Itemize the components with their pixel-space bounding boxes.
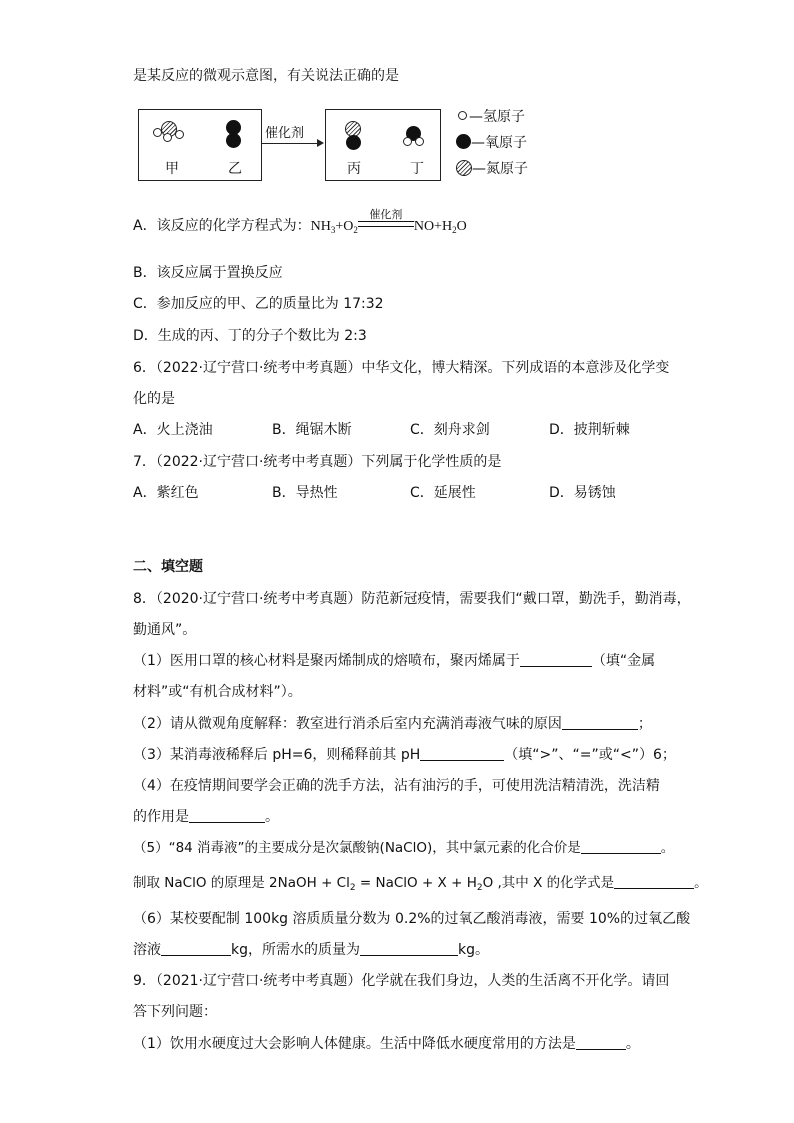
- q8-part2: [133, 714, 652, 734]
- q6-stem-line2: 化的是: [133, 391, 175, 407]
- q7-option-c: C．延展性: [410, 485, 476, 501]
- hydrogen-atom-icon: [153, 128, 162, 137]
- q8-p5-formula-c: O ,其中 X 的化学式是: [482, 875, 615, 891]
- q8-p5-end2: 。: [694, 875, 708, 891]
- q8-part6-line1: （6）某校要配制 100kg 溶质质量分数为 0.2%的过氧乙酸消毒液，需要 10%的过氧乙酸: [133, 911, 691, 927]
- question-intro: 是某反应的微观示意图，有关说法正确的是: [133, 68, 399, 84]
- q7-stem: 7．（2022·辽宁营口·统考中考真题）下列属于化学性质的是: [133, 454, 502, 470]
- hydrogen-atom-icon: [415, 137, 424, 146]
- q8-p4-text: 的作用是: [133, 809, 189, 825]
- q8-p5-formula-b: = NaClO + X + H: [355, 875, 477, 891]
- q9-stem-line1: 9．（2021·辽宁营口·统考中考真题）化学就在我们身边，人类的生活离不开化学。请回: [133, 973, 670, 989]
- q6-stem-line1: 6．（2022·辽宁营口·统考中考真题）中华文化，博大精深。下列成语的本意涉及化学变: [133, 360, 670, 376]
- q8-p6-text2: kg，所需水的质量为: [231, 942, 360, 958]
- answer-blank[interactable]: [520, 652, 592, 667]
- label-yi: 乙: [228, 161, 242, 177]
- legend-hydrogen-label: 氢原子: [483, 109, 525, 125]
- q9-p1-text: （1）饮用水硬度过大会影响人体健康。生活中降低水硬度常用的方法是: [133, 1036, 576, 1052]
- legend-oxygen: —氧原子: [471, 135, 527, 151]
- formula-sub: 2: [349, 883, 356, 893]
- q8-stem-line2: 勤通风”。: [133, 622, 197, 638]
- equation: [310, 209, 467, 235]
- q6-option-a: A．火上浇油: [133, 422, 213, 438]
- legend-nitrogen: —氮原子: [472, 161, 528, 177]
- q8-p4-end: 。: [265, 809, 279, 825]
- q8-stem-line1: 8．（2020·辽宁营口·统考中考真题）防范新冠疫情，需要我们“戴口罩，勤洗手，勤消毒，: [133, 591, 691, 607]
- q8-p1-hint: （填“金属: [591, 653, 656, 669]
- q8-part3: [133, 745, 676, 765]
- hydrogen-atom-icon: [163, 133, 172, 142]
- nitrogen-atom-icon: [456, 160, 472, 176]
- q8-p3-text: （3）某消毒液稀释后 pH=6，则稀释前其 pH: [133, 747, 421, 763]
- q8-part4-line2: [133, 807, 279, 827]
- q7-options: [133, 483, 669, 503]
- eq-nh: NH: [310, 219, 331, 234]
- legend-nitrogen-label: 氮原子: [486, 161, 528, 177]
- eq-catalyst: 催化剂: [369, 209, 403, 221]
- q8-p2-end: ；: [637, 716, 652, 732]
- q8-p5-text: （5）“84 消毒液”的主要成分是次氯酸钠(NaClO)，其中氯元素的化合价是: [133, 840, 581, 856]
- answer-blank[interactable]: [581, 839, 661, 854]
- answer-blank[interactable]: [189, 808, 265, 823]
- answer-blank[interactable]: [562, 715, 638, 730]
- legend-hydrogen: —氢原子: [469, 109, 525, 125]
- q8-part4-line1: （4）在疫情期间要学会正确的洗手方法，沾有油污的手，可使用洗洁精清洗，洗洁精: [133, 778, 660, 794]
- q8-part1-line1: [133, 651, 655, 671]
- q8-p3-hint: （填“>”、“=”或“<”）6；: [504, 747, 676, 763]
- section-title: 二、填空题: [133, 559, 203, 575]
- q9-p1-end: 。: [625, 1036, 640, 1052]
- q8-p6-end: kg。: [458, 942, 489, 958]
- oxygen-atom-icon: [226, 133, 241, 148]
- hydrogen-atom-icon: [403, 137, 412, 146]
- q9-part1: [133, 1034, 640, 1054]
- label-ding: 丁: [410, 161, 424, 177]
- q7-option-a: A．紫红色: [133, 485, 199, 501]
- eq-plus-o: +O: [335, 219, 354, 234]
- q8-part5-line2: [133, 873, 708, 898]
- answer-blank[interactable]: [576, 1035, 626, 1050]
- answer-blank[interactable]: [161, 941, 231, 956]
- products-box: [325, 109, 441, 181]
- q6-option-d: D．披荆斩棘: [549, 422, 630, 438]
- q5-option-d: D．生成的丙、丁的分子个数比为 2:3: [133, 328, 367, 344]
- q8-part5-line1: [133, 838, 674, 858]
- q5-option-c: C．参加反应的甲、乙的质量比为 17:32: [133, 296, 384, 312]
- q6-option-b: B．绳锯木断: [272, 422, 352, 438]
- q5-option-b: B．该反应属于置换反应: [133, 265, 283, 281]
- q7-option-b: B．导热性: [272, 485, 338, 501]
- q7-option-d: D．易锈蚀: [549, 485, 616, 501]
- q5-option-a: [133, 209, 467, 240]
- q8-part1-line2: 材料”或“有机合成材料”）。: [133, 684, 302, 700]
- legend-oxygen-label: 氧原子: [485, 135, 527, 151]
- catalyst-label: 催化剂: [265, 126, 305, 141]
- q6-option-c: C．刻舟求剑: [410, 422, 490, 438]
- answer-blank[interactable]: [614, 874, 694, 889]
- answer-blank[interactable]: [420, 746, 504, 761]
- answer-blank[interactable]: [360, 941, 458, 956]
- hydrogen-atom-icon: [175, 130, 184, 139]
- q8-p5-formula-a: 制取 NaClO 的原理是 2NaOH + Cl: [133, 875, 350, 891]
- label-bing: 丙: [347, 161, 361, 177]
- eq-o: O: [456, 219, 467, 234]
- eq-sub: 3: [330, 225, 336, 235]
- formula-sub: 2: [476, 883, 483, 893]
- q8-p5-end: 。: [660, 840, 675, 856]
- reactants-box: [138, 109, 262, 181]
- q8-p2-text: （2）请从微观角度解释：教室进行消杀后室内充满消毒液气味的原因: [133, 716, 562, 732]
- q8-p1-text: （1）医用口罩的核心材料是聚丙烯制成的熔喷布，聚丙烯属于: [133, 653, 520, 669]
- q8-p6-text: 溶液: [133, 942, 161, 958]
- eq-arrow: [358, 209, 414, 237]
- eq-sub: 2: [452, 225, 457, 235]
- arrow-head-icon: [317, 139, 324, 147]
- oxygen-atom-icon: [456, 134, 471, 149]
- q6-options: [133, 420, 669, 440]
- q8-part6-line2: [133, 940, 489, 960]
- q9-stem-line2: 答下列问题：: [133, 1004, 217, 1020]
- reaction-arrow: [262, 143, 318, 144]
- hydrogen-atom-icon: [458, 111, 467, 120]
- eq-sub: 2: [353, 225, 358, 235]
- option-a-text: A．该反应的化学方程式为：: [133, 218, 311, 234]
- eq-right: NO+H: [413, 219, 453, 234]
- oxygen-atom-icon: [346, 135, 361, 150]
- label-jia: 甲: [165, 161, 179, 177]
